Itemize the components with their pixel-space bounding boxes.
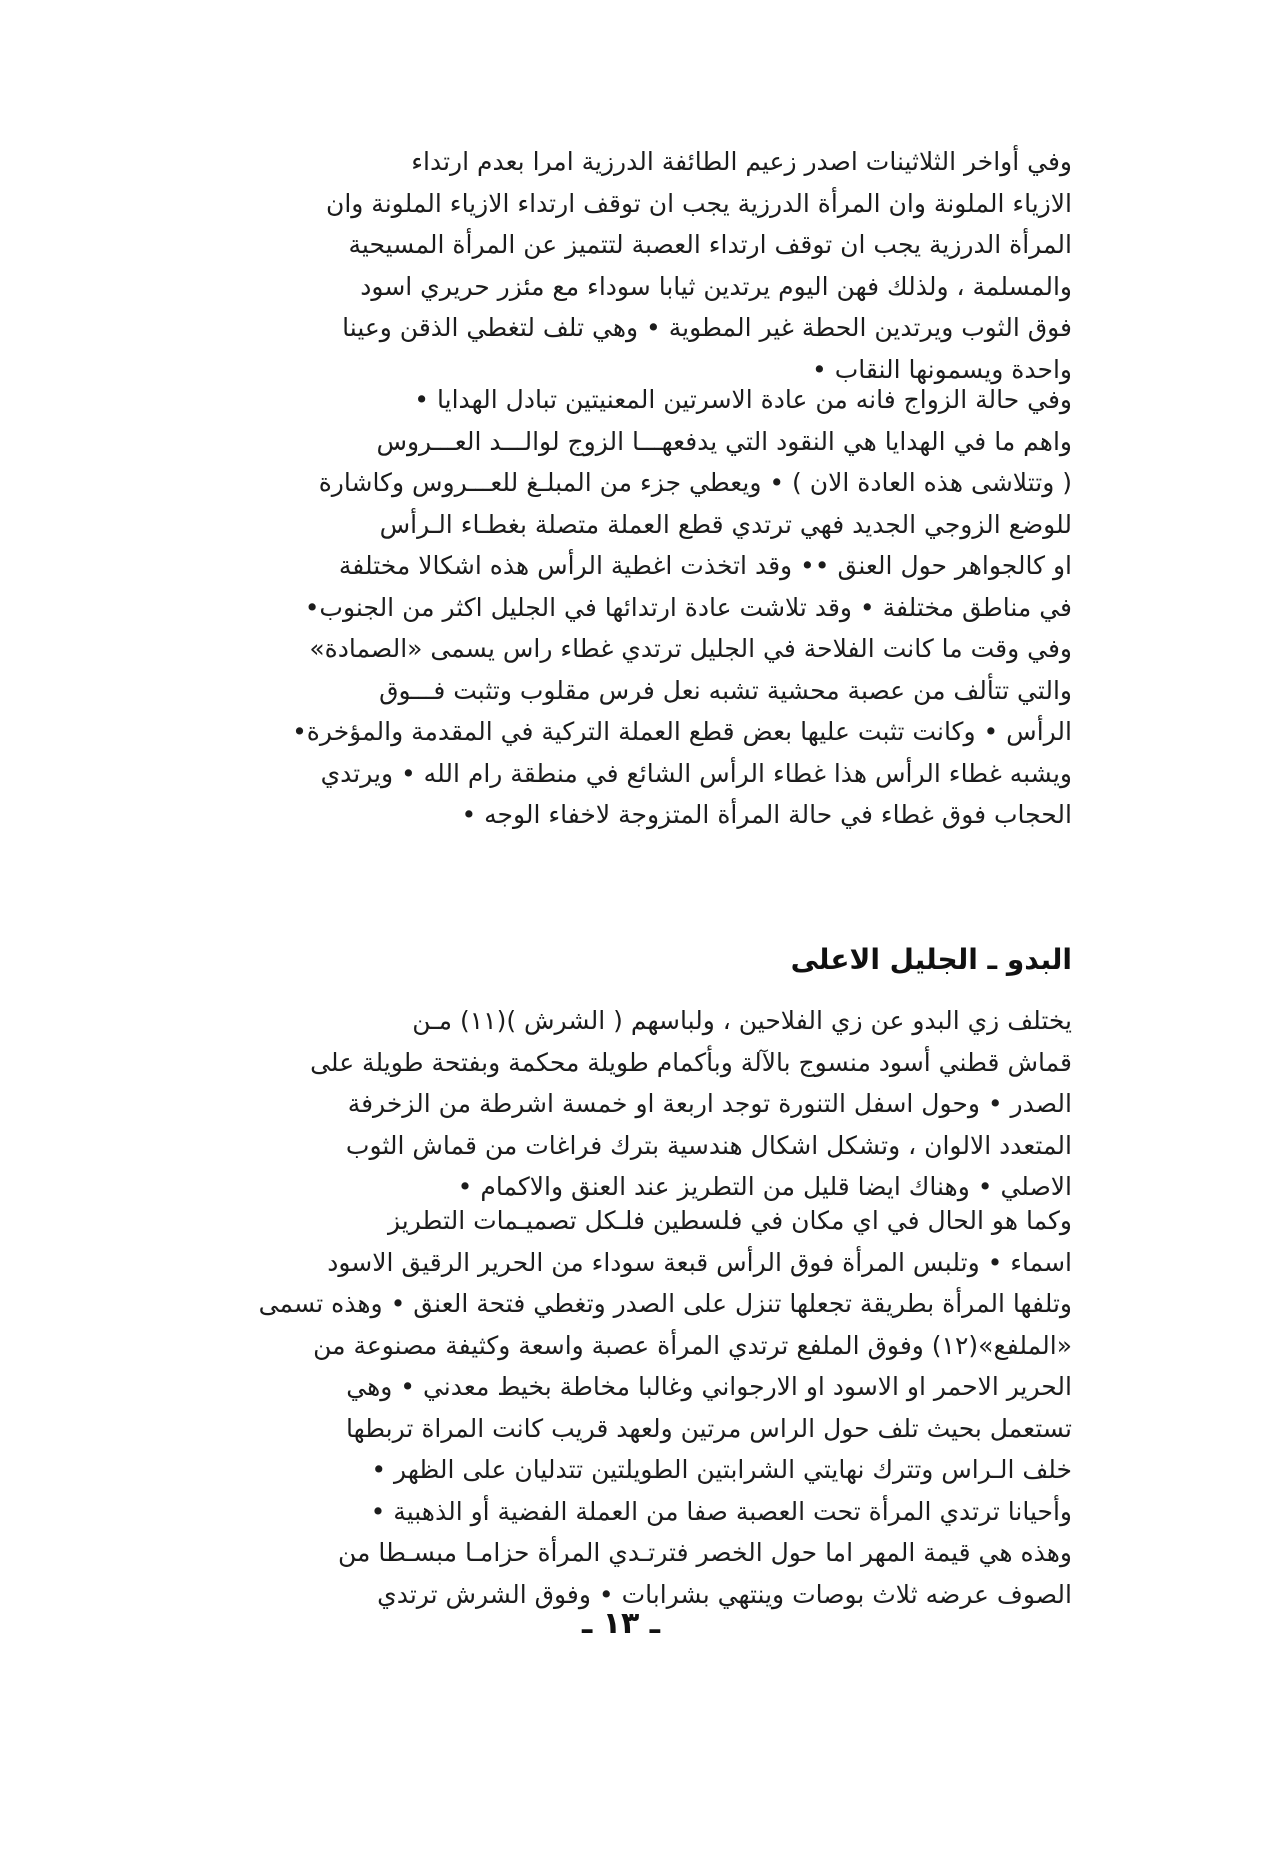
text-line: الحجاب فوق غطاء في حالة المرأة المتزوجة لاخفاء الوجه •	[461, 800, 1072, 829]
section-heading: البدو ـ الجليل الاعلى	[790, 943, 1072, 976]
text-line: ويشبه غطاء الرأس هذا غطاء الرأس الشائع في منطقة رام الله • ويرتدي	[320, 758, 1072, 788]
text-line: الصدر • وحول اسفل التنورة توجد اربعة او خمسة اشرطة من الزخرفة	[347, 1089, 1072, 1118]
text-line: يختلف زي البدو عن زي الفلاحين ، ولباسهم ( الشرش )(١١) مـن	[412, 1006, 1072, 1035]
text-line: وفي حالة الزواج فانه من عادة الاسرتين المعنيتين تبادل الهدايا •	[414, 385, 1072, 414]
paragraph-embroidery-headwear	[210, 1200, 1072, 1615]
text-line: واهم ما في الهدايا هي النقود التي يدفعهـــا الزوج لوالـــد العـــروس	[376, 426, 1072, 456]
text-line: الاصلي • وهناك ايضا قليل من التطريز عند العنق والاكمام •	[457, 1172, 1072, 1201]
paragraph-bedouin-dress	[210, 1000, 1072, 1208]
text-line: الازياء الملونة وان المرأة الدرزية يجب ان توقف ارتداء الازياء الملونة وان	[325, 188, 1072, 218]
text-line: وكما هو الحال في اي مكان في فلسطين فلـكل تصميـمات التطريز	[388, 1206, 1072, 1235]
paragraph-druze-dress	[210, 141, 1072, 390]
text-line: او كالجواهر حول العنق •• وقد اتخذت اغطية الرأس هذه اشكالا مختلفة	[338, 551, 1072, 580]
text-line: وفي أواخر الثلاثينات اصدر زعيم الطائفة الدرزية امرا بعدم ارتداء	[411, 147, 1072, 176]
text-line: والتي تتألف من عصبة محشية تشبه نعل فرس مقلوب وتثبت فـــوق	[379, 675, 1072, 705]
paragraph-marriage-customs	[210, 379, 1072, 836]
text-line: اسماء • وتلبس المرأة فوق الرأس قبعة سوداء من الحرير الرقيق الاسود	[327, 1247, 1072, 1277]
text-line: «الملفع»(١٢) وفوق الملفع ترتدي المرأة عصبة واسعة وكثيفة مصنوعة من	[313, 1330, 1072, 1360]
text-line: وفي وقت ما كانت الفلاحة في الجليل ترتدي غطاء راس يسمى «الصمادة»	[309, 634, 1072, 663]
text-line: الصوف عرضه ثلاث بوصات وينتهي بشرابات • وفوق الشرش ترتدي	[377, 1579, 1072, 1609]
text-line: خلف الـراس وتترك نهايتي الشرابتين الطويلتين تتدليان على الظهر •	[371, 1455, 1072, 1484]
text-line: المرأة الدرزية يجب ان توقف ارتداء العصبة لتتميز عن المرأة المسيحية	[348, 230, 1072, 259]
text-line: تستعمل بحيث تلف حول الراس مرتين ولعهد قريب كانت المراة تربطها	[346, 1413, 1072, 1443]
text-line: قماش قطني أسود منسوج بالآلة وبأكمام طويلة محكمة وبفتحة طويلة على	[310, 1047, 1072, 1077]
text-line: واحدة ويسمونها النقاب •	[812, 354, 1072, 384]
text-line: وتلفها المرأة بطريقة تجعلها تنزل على الصدر وتغطي فتحة العنق • وهذه تسمى	[258, 1289, 1072, 1318]
text-line: في مناطق مختلفة • وقد تلاشت عادة ارتدائها في الجليل اكثر من الجنوب•	[304, 592, 1072, 622]
text-line: والمسلمة ، ولذلك فهن اليوم يرتدين ثيابا سوداء مع مئزر حريري اسود	[360, 271, 1072, 301]
text-line: الرأس • وكانت تثبت عليها بعض قطع العملة التركية في المقدمة والمؤخرة•	[292, 717, 1072, 746]
text-line: الحرير الاحمر او الاسود او الارجواني وغالبا مخاطة بخيط معدني • وهي	[346, 1372, 1072, 1401]
page-number: ـ ١٣ ـ	[581, 1606, 661, 1641]
text-line: ( وتتلاشى هذه العادة الان ) • ويعطي جزء من المبلـغ للعـــروس وكاشارة	[318, 468, 1072, 497]
text-line: المتعدد الالوان ، وتشكل اشكال هندسية بترك فراغات من قماش الثوب	[345, 1130, 1072, 1160]
text-line: وأحيانا ترتدي المرأة تحت العصبة صفا من العملة الفضية أو الذهبية •	[370, 1496, 1072, 1526]
text-line: للوضع الزوجي الجديد فهي ترتدي قطع العملة متصلة بغطـاء الـرأس	[379, 509, 1072, 539]
text-line: وهذه هي قيمة المهر اما حول الخصر فترتـدي المرأة حزامـا مبسـطا من	[337, 1538, 1072, 1567]
text-line: فوق الثوب ويرتدين الحطة غير المطوية • وهي تلف لتغطي الذقن وعينا	[342, 313, 1072, 342]
